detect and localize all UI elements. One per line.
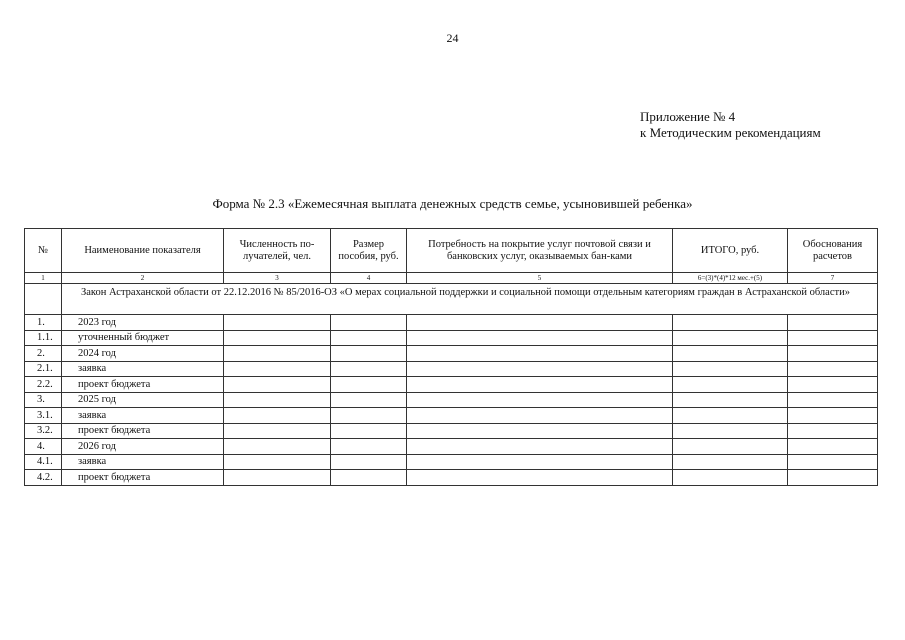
row-number: 2.2. — [25, 377, 62, 393]
appendix-line-2: к Методическим рекомендациям — [640, 125, 821, 140]
row-number: 4.2. — [25, 470, 62, 486]
benefit-amount-cell — [331, 423, 407, 439]
row-name: уточненный бюджет — [62, 330, 224, 346]
total-cell — [673, 392, 788, 408]
row-name: проект бюджета — [62, 423, 224, 439]
table-row — [25, 315, 878, 331]
row-number: 2. — [25, 346, 62, 362]
column-number-row — [25, 273, 878, 284]
total-cell — [673, 408, 788, 424]
table-row — [25, 392, 878, 408]
table-row — [25, 330, 878, 346]
row-name: проект бюджета — [62, 470, 224, 486]
table-row — [25, 361, 878, 377]
recipients-cell — [224, 330, 331, 346]
page-number: 24 — [446, 31, 459, 45]
postal-bank-services-cell — [407, 330, 673, 346]
row-name: заявка — [62, 454, 224, 470]
header-row — [25, 229, 878, 273]
justification-cell — [788, 315, 878, 331]
total-cell — [673, 346, 788, 362]
header-cell: Численность по-лучателей, чел. — [224, 229, 331, 273]
postal-bank-services-cell — [407, 346, 673, 362]
table-row — [25, 377, 878, 393]
postal-bank-services-cell — [407, 361, 673, 377]
column-number: 4 — [331, 273, 407, 284]
header-cell: ИТОГО, руб. — [673, 229, 788, 273]
benefit-amount-cell — [331, 330, 407, 346]
recipients-cell — [224, 392, 331, 408]
appendix-block — [640, 109, 821, 141]
header-cell: № — [25, 229, 62, 273]
form-title: Форма № 2.3 «Ежемесячная выплата денежных средств семье, усыновившей ребенка» — [212, 196, 693, 211]
postal-bank-services-cell — [407, 408, 673, 424]
column-number: 1 — [25, 273, 62, 284]
recipients-cell — [224, 315, 331, 331]
table-row — [25, 470, 878, 486]
postal-bank-services-cell — [407, 470, 673, 486]
benefit-amount-cell — [331, 439, 407, 455]
total-cell — [673, 361, 788, 377]
row-number: 3.1. — [25, 408, 62, 424]
table-row — [25, 346, 878, 362]
appendix-line-1: Приложение № 4 — [640, 109, 736, 124]
row-name: заявка — [62, 408, 224, 424]
table-row — [25, 439, 878, 455]
column-number: 2 — [62, 273, 224, 284]
justification-cell — [788, 470, 878, 486]
column-number: 5 — [407, 273, 673, 284]
row-number: 4. — [25, 439, 62, 455]
table-row — [25, 423, 878, 439]
benefit-amount-cell — [331, 346, 407, 362]
total-cell — [673, 439, 788, 455]
header-cell: Размер пособия, руб. — [331, 229, 407, 273]
justification-cell — [788, 377, 878, 393]
form-table — [24, 228, 878, 486]
row-name: заявка — [62, 361, 224, 377]
postal-bank-services-cell — [407, 454, 673, 470]
recipients-cell — [224, 423, 331, 439]
row-name: проект бюджета — [62, 377, 224, 393]
table-row — [25, 408, 878, 424]
recipients-cell — [224, 408, 331, 424]
justification-cell — [788, 361, 878, 377]
header-cell: Потребность на покрытие услуг почтовой связи и банковских услуг, оказываемых бан-ками — [407, 229, 673, 273]
postal-bank-services-cell — [407, 423, 673, 439]
law-cell — [62, 284, 878, 315]
justification-cell — [788, 423, 878, 439]
postal-bank-services-cell — [407, 439, 673, 455]
row-number: 3. — [25, 392, 62, 408]
justification-cell — [788, 454, 878, 470]
benefit-amount-cell — [331, 454, 407, 470]
total-cell — [673, 330, 788, 346]
row-name: 2023 год — [62, 315, 224, 331]
row-name: 2025 год — [62, 392, 224, 408]
column-number: 3 — [224, 273, 331, 284]
law-text: Закон Астраханской области от 22.12.2016 № 85/2016-ОЗ «О мерах социальной поддержки и социальной помощи отдельным категориям граждан в Астраханской области» — [81, 287, 850, 298]
benefit-amount-cell — [331, 408, 407, 424]
total-cell — [673, 423, 788, 439]
row-name: 2024 год — [62, 346, 224, 362]
postal-bank-services-cell — [407, 377, 673, 393]
row-number: 3.2. — [25, 423, 62, 439]
column-number: 6=(3)*(4)*12 мес.+(5) — [673, 273, 788, 284]
benefit-amount-cell — [331, 315, 407, 331]
law-row-number-cell — [25, 284, 62, 315]
total-cell — [673, 470, 788, 486]
header-cell: Наименование показателя — [62, 229, 224, 273]
benefit-amount-cell — [331, 392, 407, 408]
total-cell — [673, 454, 788, 470]
row-number: 4.1. — [25, 454, 62, 470]
header-cell: Обоснования расчетов — [788, 229, 878, 273]
postal-bank-services-cell — [407, 392, 673, 408]
row-number: 2.1. — [25, 361, 62, 377]
recipients-cell — [224, 454, 331, 470]
benefit-amount-cell — [331, 377, 407, 393]
postal-bank-services-cell — [407, 315, 673, 331]
recipients-cell — [224, 361, 331, 377]
total-cell — [673, 377, 788, 393]
recipients-cell — [224, 439, 331, 455]
total-cell — [673, 315, 788, 331]
benefit-amount-cell — [331, 470, 407, 486]
justification-cell — [788, 439, 878, 455]
justification-cell — [788, 330, 878, 346]
column-number: 7 — [788, 273, 878, 284]
law-row — [25, 284, 878, 315]
row-name: 2026 год — [62, 439, 224, 455]
justification-cell — [788, 346, 878, 362]
row-number: 1.1. — [25, 330, 62, 346]
justification-cell — [788, 408, 878, 424]
recipients-cell — [224, 377, 331, 393]
benefit-amount-cell — [331, 361, 407, 377]
justification-cell — [788, 392, 878, 408]
row-number: 1. — [25, 315, 62, 331]
table-row — [25, 454, 878, 470]
recipients-cell — [224, 346, 331, 362]
recipients-cell — [224, 470, 331, 486]
